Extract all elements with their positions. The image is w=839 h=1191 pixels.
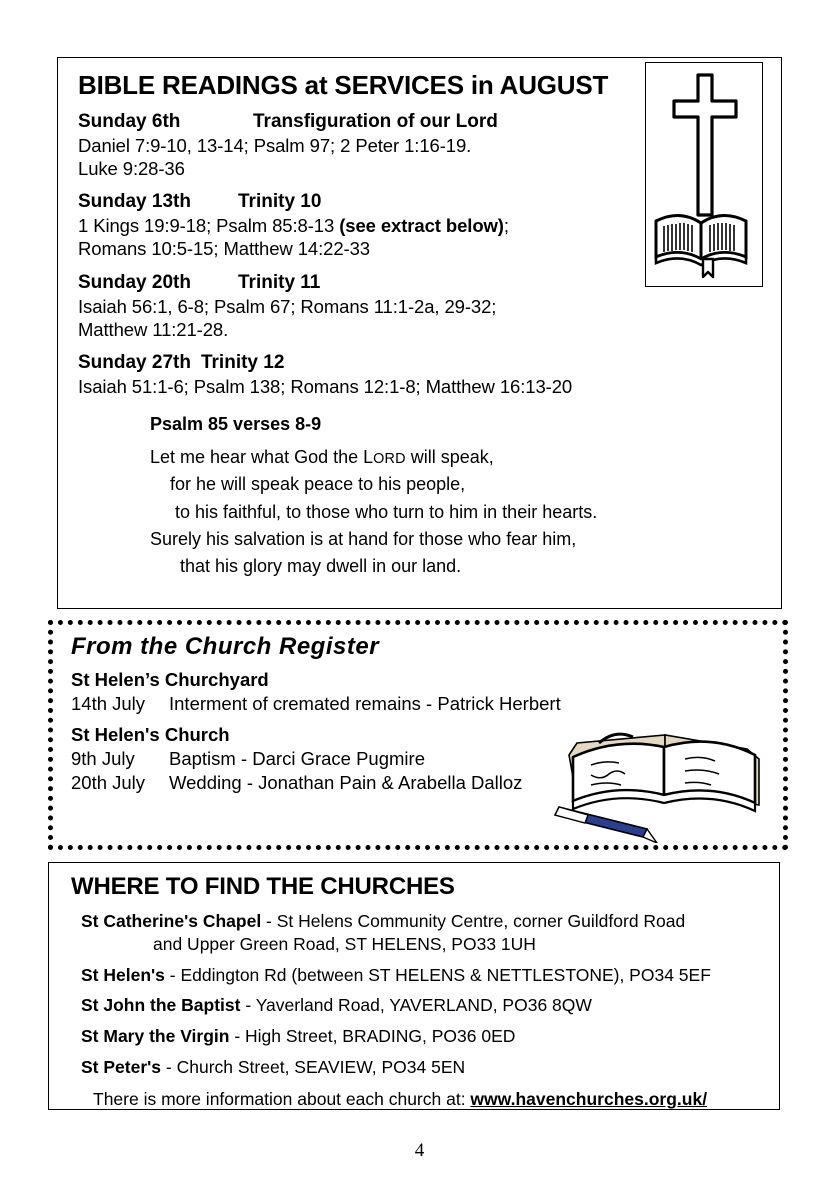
reading-reference-line: Isaiah 56:1, 6-8; Psalm 67; Romans 11:1-2a, 29-32;	[78, 295, 497, 317]
register-group-name: St Helen's Church	[71, 724, 230, 746]
register-entry-description: Interment of cremated remains - Patrick Herbert	[169, 693, 561, 714]
church-address: - Church Street, SEAVIEW, PO34 5EN	[161, 1056, 466, 1077]
page-number: 4	[414, 1140, 425, 1161]
church-name: St Catherine's Chapel	[81, 911, 262, 931]
cross-and-open-bible-icon	[646, 63, 762, 285]
register-entry-date: 14th July	[71, 693, 146, 714]
bible-readings-panel	[57, 57, 782, 609]
psalm-line	[150, 444, 763, 471]
reading-reference-text: 1 Kings 19:9-18; Psalm 85:8-13	[78, 215, 340, 237]
church-register-title: From the Church Register	[71, 633, 380, 660]
register-entry	[71, 692, 769, 716]
register-group	[71, 669, 769, 716]
psalm-line: Surely his salvation is at hand for those who fear him,	[150, 528, 577, 549]
church-list-item	[71, 994, 763, 1017]
register-group-name: St Helen’s Churchyard	[71, 669, 269, 690]
psalm-line: to his faithful, to those who turn to him in their hearts.	[150, 501, 598, 522]
psalm-extract-title: Psalm 85 verses 8-9	[150, 413, 322, 434]
reading-day: Sunday 27th	[78, 351, 191, 373]
churches-content	[49, 863, 779, 1110]
reading-heading	[78, 191, 658, 213]
register-entry-date: 20th July	[71, 772, 146, 794]
reading-references	[78, 214, 658, 260]
reading-reference-line	[78, 215, 509, 236]
reading-occasion: Trinity 11	[238, 271, 321, 293]
reading-reference-note: (see extract below)	[339, 215, 504, 237]
reading-reference-punct: ;	[503, 215, 509, 237]
church-register-panel	[48, 620, 788, 850]
church-address: - High Street, BRADING, PO36 0ED	[229, 1026, 516, 1046]
reading-reference-line: Matthew 11:21-28.	[78, 318, 229, 340]
church-list-item	[71, 1056, 763, 1079]
church-address: - St Helens Community Centre, corner Guildford Road	[261, 911, 686, 931]
reading-references	[78, 375, 763, 398]
reading-day: Sunday 6th	[78, 111, 181, 132]
register-entry-date: 9th July	[71, 748, 135, 770]
psalm-line: that his glory may dwell in our land.	[150, 556, 462, 577]
church-address-continued: and Upper Green Road, ST HELENS, PO33 1UH	[153, 933, 536, 954]
church-name: St John the Baptist	[81, 995, 241, 1016]
reading-entry	[78, 272, 658, 341]
psalm-line: for he will speak peace to his people,	[150, 474, 466, 495]
reading-heading	[78, 352, 763, 374]
reading-references	[78, 295, 658, 341]
psalm-text: will speak,	[405, 446, 494, 467]
reading-occasion: Transfiguration of our Lord	[253, 111, 498, 132]
reading-references	[78, 134, 658, 180]
church-list-item	[71, 1025, 763, 1048]
church-name: St Mary the Virgin	[81, 1026, 230, 1046]
bible-readings-content	[58, 58, 781, 608]
reading-heading	[78, 272, 658, 294]
churches-footer	[71, 1089, 763, 1110]
havenchurches-website-link[interactable]: www.havenchurches.org.uk/	[470, 1088, 708, 1109]
reading-day: Sunday 20th	[78, 271, 191, 293]
register-entry	[71, 747, 769, 771]
reading-entry	[78, 111, 658, 180]
reading-reference-line: Romans 10:5-15; Matthew 14:22-33	[78, 238, 370, 260]
church-address: - Eddington Rd (between ST HELENS & NETTLESTONE), PO34 5EF	[164, 964, 711, 985]
church-name: St Peter's	[81, 1056, 162, 1077]
reading-reference-line: Isaiah 51:1-6; Psalm 138; Romans 12:1-8; Matthew 16:13-20	[78, 375, 573, 397]
reading-day: Sunday 13th	[78, 191, 191, 213]
register-entry-description: Wedding - Jonathan Pain & Arabella Dalloz	[169, 772, 523, 794]
churches-footer-text: There is more information about each church at:	[93, 1088, 471, 1109]
reading-entry	[78, 191, 658, 260]
reading-heading	[78, 111, 658, 133]
reading-entry	[78, 352, 763, 398]
churches-title: WHERE TO FIND THE CHURCHES	[71, 873, 455, 900]
church-list-item	[71, 910, 763, 956]
church-name: St Helen's	[81, 964, 165, 985]
cross-illustration-box	[645, 62, 763, 287]
register-entry	[71, 771, 769, 795]
psalm-extract	[78, 414, 763, 581]
reading-reference-line: Daniel 7:9-10, 13-14; Psalm 97; 2 Peter 1:16-19.	[78, 135, 472, 156]
register-group	[71, 724, 769, 795]
register-entry-description: Baptism - Darci Grace Pugmire	[169, 748, 425, 770]
church-address: - Yaverland Road, YAVERLAND, PO36 8QW	[240, 995, 592, 1016]
where-to-find-churches-panel	[48, 862, 780, 1110]
church-list-item	[71, 964, 763, 987]
lord-capital: L	[363, 446, 374, 467]
reading-occasion: Trinity 12	[200, 351, 285, 373]
page-title: BIBLE READINGS at SERVICES in AUGUST	[78, 70, 609, 100]
reading-occasion: Trinity 10	[238, 191, 322, 213]
lord-smallcaps: ORD	[373, 450, 406, 467]
church-register-content	[53, 625, 783, 845]
psalm-text: Let me hear what God the	[150, 446, 364, 467]
reading-reference-line: Luke 9:28-36	[78, 158, 185, 180]
